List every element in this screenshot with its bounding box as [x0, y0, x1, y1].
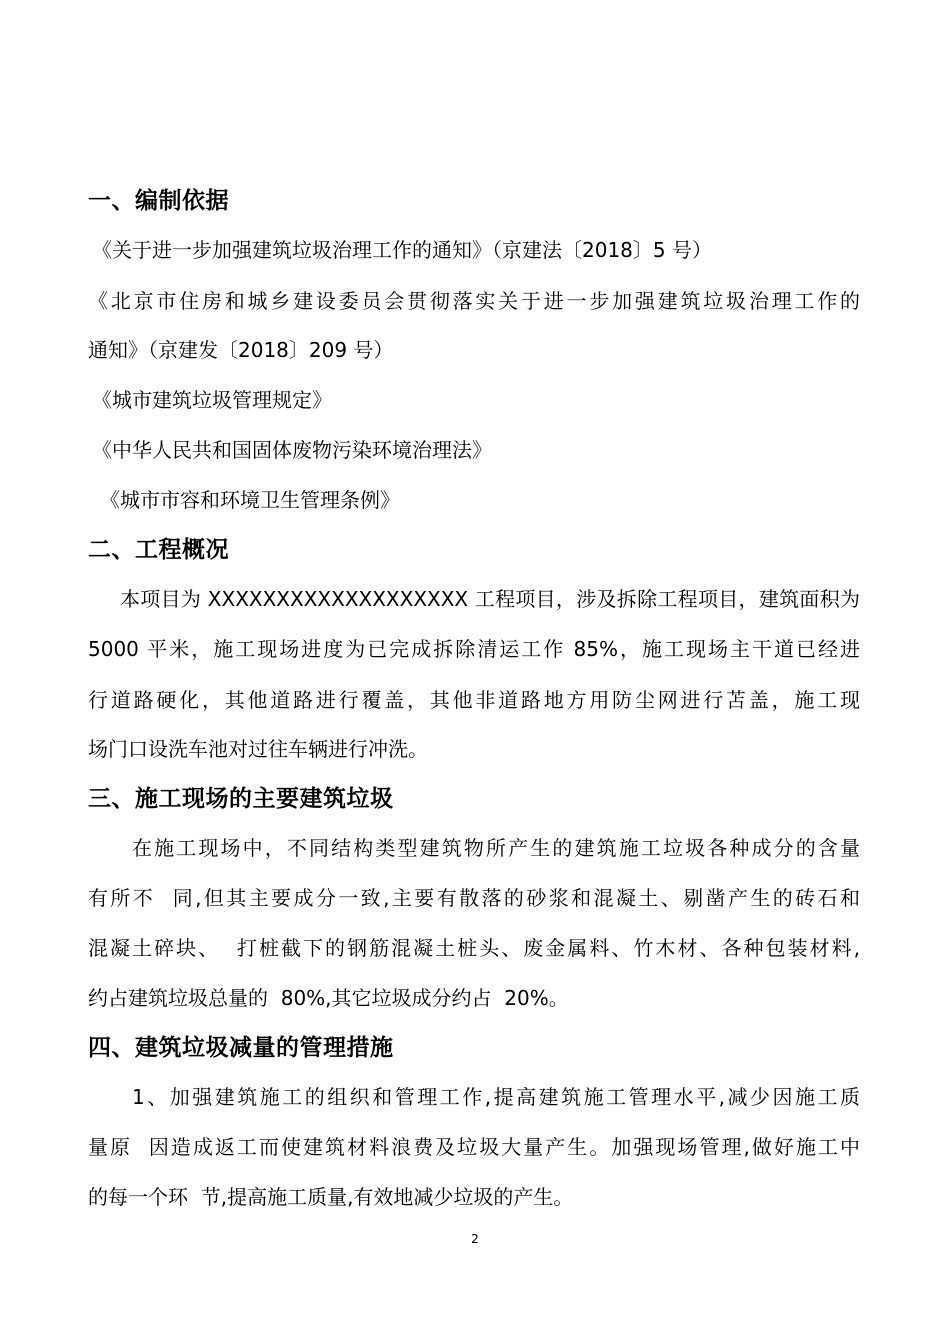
page-number: 2	[471, 1232, 479, 1246]
section-heading-reduction-measures: 四、建筑垃圾减量的管理措施	[88, 1035, 394, 1061]
overview-line-3: 行道路硬化，其他道路进行覆盖，其他非道路地方用防尘网进行苫盖，施工现	[88, 688, 860, 712]
basis-item-1: 《关于进一步加强建筑垃圾治理工作的通知》（京建法〔2018〕5 号）	[92, 238, 712, 262]
section-heading-overview: 二、工程概况	[88, 537, 229, 563]
section-heading-main-waste: 三、施工现场的主要建筑垃圾	[88, 786, 394, 812]
basis-item-2-line-2: 通知》（京建发〔2018〕209 号）	[88, 338, 394, 362]
measures-line-3: 的每一个环 节,提高施工质量,有效地减少垃圾的产生。	[88, 1185, 574, 1209]
basis-item-4: 《中华人民共和国固体废物污染环境治理法》	[92, 438, 492, 462]
section-heading-basis: 一、编制依据	[88, 188, 229, 214]
measures-line-2: 量原 因造成返工而使建筑材料浪费及垃圾大量产生。加强现场管理,做好施工中	[88, 1135, 860, 1159]
main-waste-line-4: 约占建筑垃圾总量的 80%,其它垃圾成分约占 20%。	[88, 986, 569, 1010]
basis-item-3: 《城市建筑垃圾管理规定》	[92, 388, 332, 412]
measures-line-1: 1、加强建筑施工的组织和管理工作,提高建筑施工管理水平,减少因施工质	[132, 1085, 860, 1109]
main-waste-line-2: 有所不 同,但其主要成分一致,主要有散落的砂浆和混凝土、剔凿产生的砖石和	[88, 886, 860, 910]
basis-item-2-line-1: 《北京市住房和城乡建设委员会贯彻落实关于进一步加强建筑垃圾治理工作的	[88, 289, 860, 313]
main-waste-line-3: 混凝土碎块、 打桩截下的钢筋混凝土桩头、废金属料、竹木材、各种包装材料,	[88, 936, 860, 960]
overview-line-2: 5000 平米，施工现场进度为已完成拆除清运工作 85%，施工现场主干道已经进	[88, 637, 860, 661]
main-waste-line-1: 在施工现场中，不同结构类型建筑物所产生的建筑施工垃圾各种成分的含量	[132, 836, 860, 860]
overview-line-4: 场门口设洗车池对过往车辆进行冲洗。	[88, 737, 428, 761]
basis-item-5: 《城市市容和环境卫生管理条例》	[100, 488, 400, 512]
overview-line-1: 本项目为 XXXXXXXXXXXXXXXXXXX 工程项目，涉及拆除工程项目，建筑面积为	[120, 587, 860, 611]
